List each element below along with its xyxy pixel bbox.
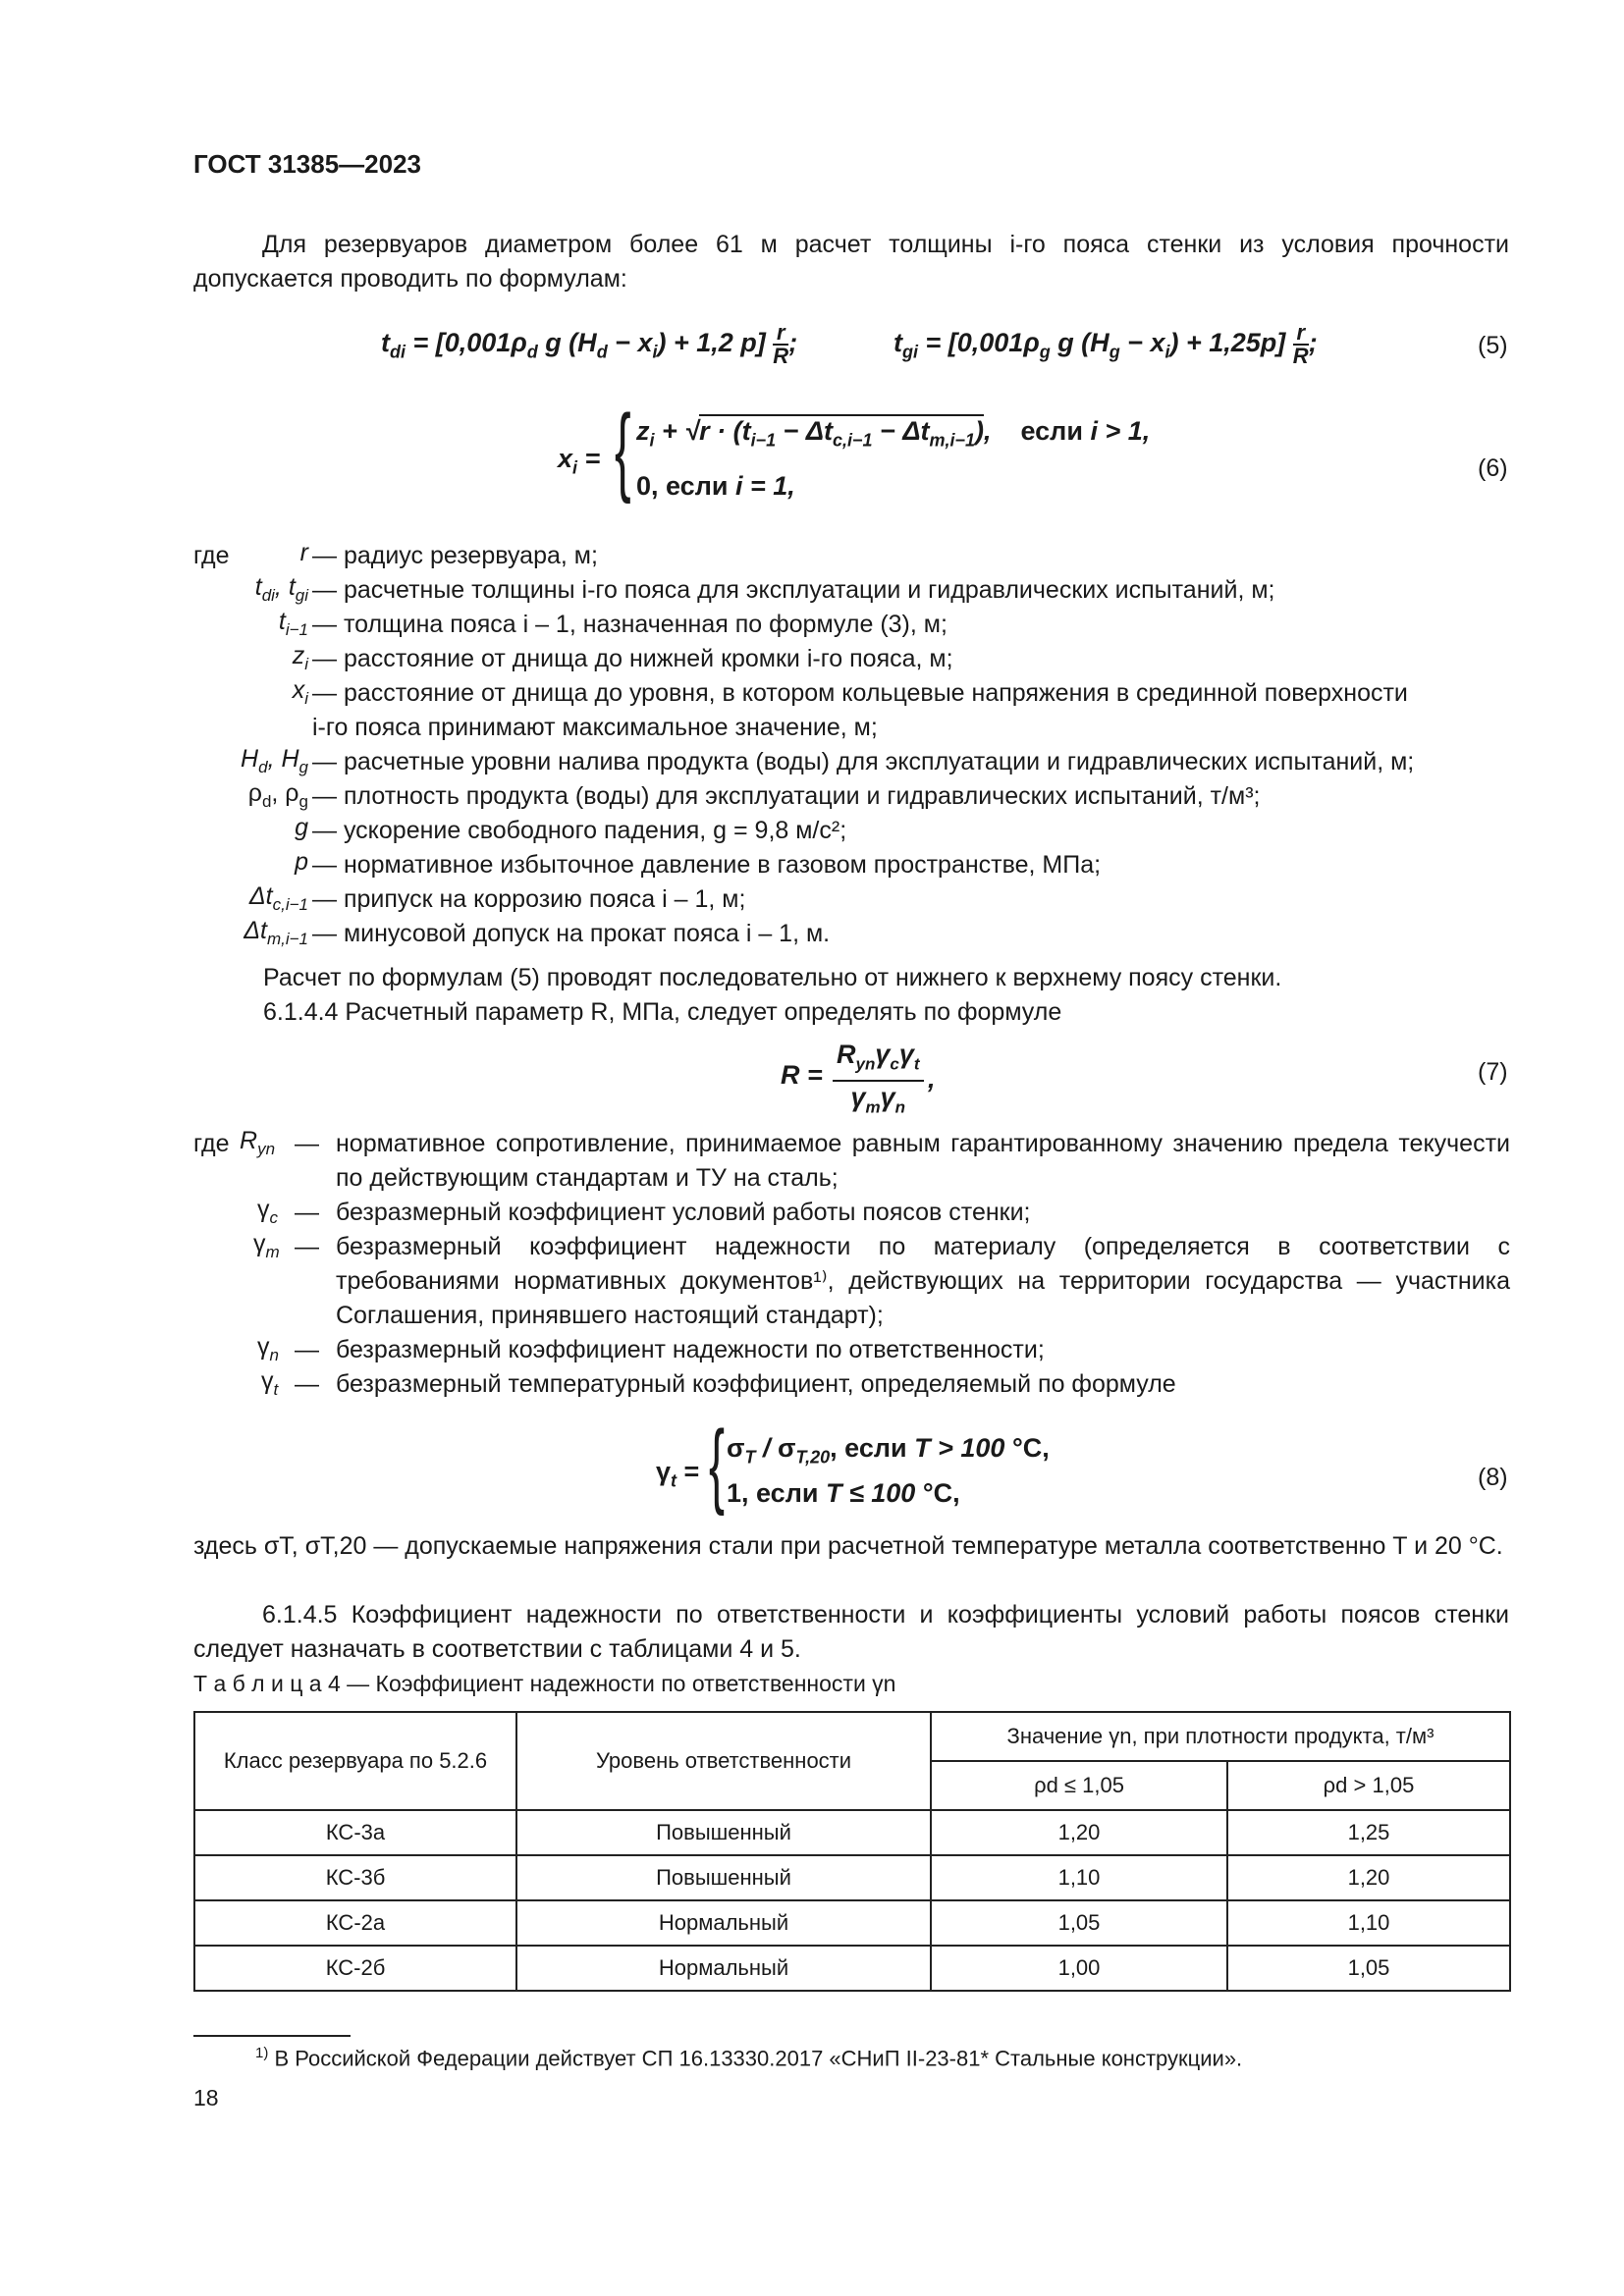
equation-6-case2: 0, если i = 1, bbox=[636, 471, 795, 501]
equation-5-right: $t_{gi} = [0,001\rho_g$ g $(H_g - x_i) + 1,25p$] $\frac{r}{R}$ ; bbox=[893, 320, 1318, 368]
table-cell: 1,00 bbox=[931, 1946, 1227, 1991]
footnote-text: В Российской Федерации действует СП 16.13330.2017 «СНиП II-23-81* Стальные конструкции». bbox=[274, 2046, 1243, 2071]
sym-rho: $\rho_d$, $\rho_g$ bbox=[247, 779, 308, 811]
def-xi-cont: i-го пояса принимают максимальное значение, м; bbox=[312, 714, 878, 741]
table-header-level: Уровень ответственности bbox=[516, 1712, 931, 1810]
sym-gamma-t: $\gamma_t$ bbox=[261, 1367, 279, 1399]
footnote bbox=[255, 2045, 1242, 2071]
table-4-caption: Т а б л и ц а 4 — Коэффициент надежности по ответственности γn bbox=[193, 1671, 896, 1696]
def-gamma-n: безразмерный коэффициент надежности по ответственности; bbox=[336, 1336, 1045, 1363]
paragraph-6-1-4-4: 6.1.4.4 Расчетный параметр R, МПа, следует определять по формуле bbox=[263, 998, 1062, 1026]
sym-dtc: $\Delta t_{c,i-1}$ bbox=[248, 882, 308, 914]
def-tdi-tgi: — расчетные толщины i-го пояса для эксплуатации и гидравлических испытаний, м; bbox=[312, 576, 1275, 604]
equation-6-number: (6) bbox=[1478, 454, 1508, 482]
table-header-value: Значение γn, при плотности продукта, т/м³ bbox=[931, 1712, 1510, 1761]
table-4 bbox=[193, 1711, 1511, 1992]
sym-g: g bbox=[295, 814, 308, 841]
equation-6-case1: $z_i + √r \cdot (t_{i-1} - \Delta t_{c,i-1} - \Delta t_{m,i-1})$, если i > 1, bbox=[636, 416, 1151, 451]
sym-ryn: $R_{yn}$ bbox=[240, 1127, 276, 1158]
table-subheader-1: ρd ≤ 1,05 bbox=[931, 1761, 1227, 1810]
footnote-rule bbox=[193, 2035, 351, 2037]
table-cell: Повышенный bbox=[516, 1855, 931, 1900]
def-rho: — плотность продукта (воды) для эксплуатации и гидравлических испытаний, т/м³; bbox=[312, 782, 1261, 810]
sym-r: r bbox=[299, 539, 308, 566]
intro-paragraph: Для резервуаров диаметром более 61 м расчет толщины i-го пояса стенки из условия прочности допускается проводить по формулам: bbox=[193, 231, 1509, 293]
dash-gamma-n: — bbox=[295, 1336, 319, 1363]
dash-gamma-t: — bbox=[295, 1370, 319, 1398]
paragraph-6-1-4-5: 6.1.4.5 Коэффициент надежности по ответственности и коэффициенты условий работы поясов стенки следует назначать в соответствии с таблицами 4 и 5. bbox=[193, 1601, 1509, 1663]
table-cell: 1,10 bbox=[931, 1855, 1227, 1900]
equation-8-case2: 1, если T ≤ 100 °С, bbox=[727, 1478, 960, 1508]
def-dtc: — припуск на коррозию пояса i – 1, м; bbox=[312, 885, 746, 913]
where-lead-2: где bbox=[193, 1130, 230, 1157]
table-cell: 1,20 bbox=[931, 1810, 1227, 1855]
dash-gamma-m: — bbox=[295, 1233, 319, 1260]
paragraph-sequence: Расчет по формулам (5) проводят последовательно от нижнего к верхнему поясу стенки. bbox=[263, 964, 1282, 991]
brace-8: { bbox=[709, 1412, 726, 1517]
sym-gamma-n: $\gamma_n$ bbox=[257, 1333, 279, 1364]
sym-ti-1: $t_{i-1}$ bbox=[278, 608, 308, 639]
equation-8-case1: $\sigma_T / \sigma_{T,20}$, если T > 100 °С, bbox=[727, 1433, 1050, 1468]
table-cell: Повышенный bbox=[516, 1810, 931, 1855]
equation-7-fraction: $R_{yn}\gamma_c\gamma_t$ $\gamma_m\gamma_n$ bbox=[833, 1039, 924, 1124]
sym-dtm: $\Delta t_{m,i-1}$ bbox=[244, 917, 308, 948]
table-cell: КС-3а bbox=[194, 1810, 516, 1855]
sym-gamma-c: $\gamma_c$ bbox=[257, 1196, 278, 1227]
paragraph-here: здесь σT, σT,20 — допускаемые напряжения стали при расчетной температуре металла соответственно T и 20 °С. bbox=[193, 1532, 1503, 1560]
equation-5-left: $t_{di} = [0,001\rho_d$ g $(H_d - x_i) + 1,2$ p] $\frac{r}{R}$ ; bbox=[381, 320, 798, 368]
table-cell: 1,25 bbox=[1227, 1810, 1510, 1855]
table-header-class: Класс резервуара по 5.2.6 bbox=[194, 1712, 516, 1810]
sym-xi: $x_i$ bbox=[292, 676, 308, 708]
sym-gamma-m: $\gamma_m$ bbox=[253, 1230, 280, 1261]
dash-gamma-c: — bbox=[295, 1199, 319, 1226]
brace-6: { bbox=[615, 395, 631, 505]
table-cell: 1,05 bbox=[1227, 1946, 1510, 1991]
def-gamma-c: безразмерный коэффициент условий работы поясов стенки; bbox=[336, 1199, 1031, 1226]
equation-6-lhs: $x_i$ = bbox=[558, 444, 601, 478]
sym-p: p bbox=[295, 848, 308, 876]
table-cell: КС-3б bbox=[194, 1855, 516, 1900]
equation-7-number: (7) bbox=[1478, 1058, 1508, 1086]
where-lead-1: где bbox=[193, 542, 230, 569]
footnote-mark: 1) bbox=[255, 2045, 269, 2061]
page-number: 18 bbox=[193, 2085, 219, 2110]
sym-tdi-tgi: $t_{di}$, $t_{gi}$ bbox=[254, 573, 308, 605]
table-cell: 1,05 bbox=[931, 1900, 1227, 1946]
table-cell: КС-2а bbox=[194, 1900, 516, 1946]
table-subheader-2: ρd > 1,05 bbox=[1227, 1761, 1510, 1810]
table-cell: 1,20 bbox=[1227, 1855, 1510, 1900]
equation-7-lhs: R = bbox=[781, 1060, 823, 1090]
table-row bbox=[194, 1810, 1510, 1855]
table-cell: Нормальный bbox=[516, 1946, 931, 1991]
def-hd-hg: — расчетные уровни налива продукта (воды) для эксплуатации и гидравлических испытаний, м; bbox=[312, 748, 1415, 775]
def-g: — ускорение свободного падения, g = 9,8 м/с²; bbox=[312, 817, 847, 844]
def-gamma-t: безразмерный температурный коэффициент, определяемый по формуле bbox=[336, 1370, 1176, 1398]
table-row bbox=[194, 1900, 1510, 1946]
dash-ryn: — bbox=[295, 1130, 319, 1157]
def-ti-1: — толщина пояса i – 1, назначенная по формуле (3), м; bbox=[312, 611, 947, 638]
def-r: — радиус резервуара, м; bbox=[312, 542, 598, 569]
def-gamma-m: безразмерный коэффициент надежности по материалу (определяется в соответствии с требованиями нормативных документов¹⁾, действующих на территории государства — участника Соглашения, принявшего настоящий стандарт); bbox=[336, 1233, 1510, 1329]
sym-zi: $z_i$ bbox=[292, 642, 308, 673]
sym-hd-hg: $H_d$, $H_g$ bbox=[241, 745, 308, 776]
equation-5-number: (5) bbox=[1478, 332, 1508, 359]
table-row bbox=[194, 1946, 1510, 1991]
def-ryn: нормативное сопротивление, принимаемое равным гарантированному значению предела текучести по действующим стандартам и ТУ на сталь; bbox=[336, 1130, 1510, 1192]
def-zi: — расстояние от днища до нижней кромки i-го пояса, м; bbox=[312, 645, 953, 672]
equation-8-lhs: $\gamma_t$ = bbox=[656, 1457, 700, 1491]
table-cell: Нормальный bbox=[516, 1900, 931, 1946]
def-dtm: — минусовой допуск на прокат пояса i – 1, м. bbox=[312, 920, 831, 947]
table-cell: КС-2б bbox=[194, 1946, 516, 1991]
table-cell: 1,10 bbox=[1227, 1900, 1510, 1946]
equation-7-tail: , bbox=[928, 1064, 936, 1094]
table-row bbox=[194, 1855, 1510, 1900]
def-p: — нормативное избыточное давление в газовом пространстве, МПа; bbox=[312, 851, 1102, 879]
equation-8-number: (8) bbox=[1478, 1464, 1508, 1491]
document-header: ГОСТ 31385—2023 bbox=[193, 149, 421, 179]
def-xi: — расстояние от днища до уровня, в котором кольцевые напряжения в срединной поверхности bbox=[312, 679, 1408, 707]
